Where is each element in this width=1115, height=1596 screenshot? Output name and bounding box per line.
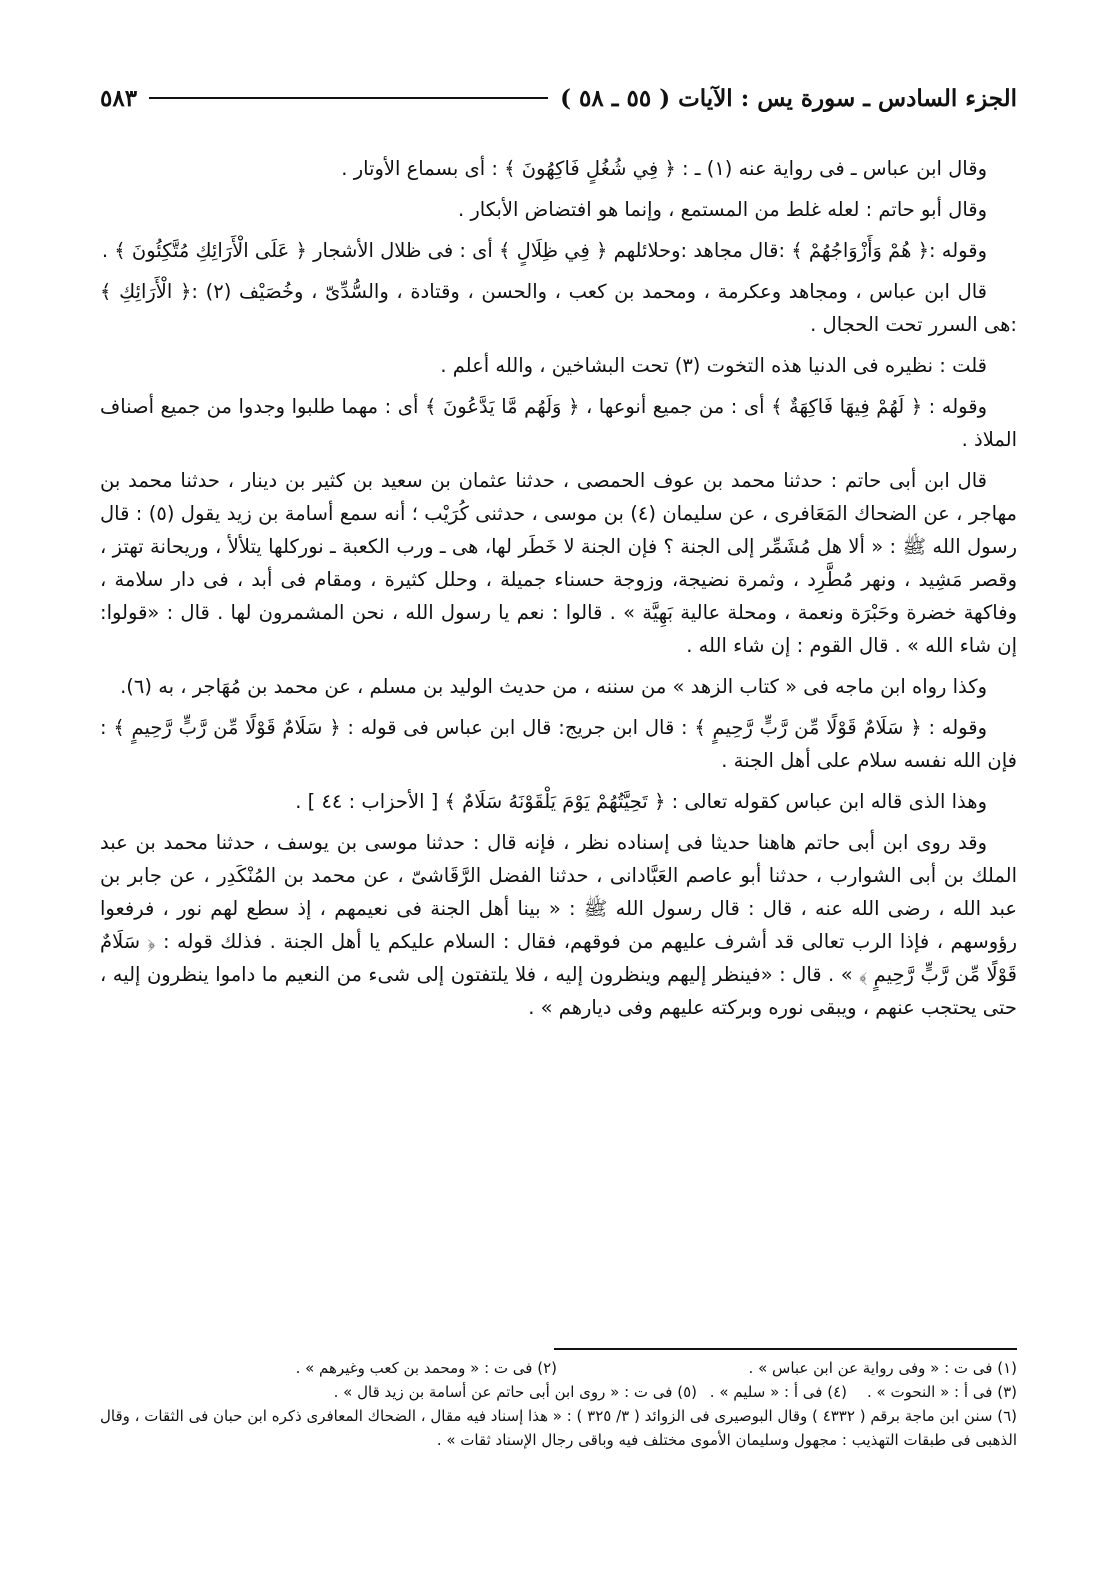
main-text: [100, 152, 1017, 1032]
paragraph: قال ابن عباس ، ومجاهد وعكرمة ، ومحمد بن كعب ، والحسن ، وقتادة ، والسُّدِّىّ ، وخُصَيْف (٢) :﴿ الْأَرَائِكِ ﴾ :هى السرر تحت الحجال .: [100, 280, 1017, 336]
paragraph: وقوله : ﴿ سَلَامٌ قَوْلًا مِّن رَّبٍّ رَّحِيمٍ ﴾ : قال ابن جريج: قال ابن عباس فى قوله : ﴿ سَلَامٌ قَوْلًا مِّن رَّبٍّ رَّحِيمٍ ﴾ : فإن الله نفسه سلام على أهل الجنة .: [100, 716, 1017, 772]
footnote-6: (٦) سنن ابن ماجة برقم ( ٤٣٣٢ ) وقال البوصيرى فى الزوائد ( ٣/ ٣٢٥ ) : « هذا إسناد فيه مقال ، الضحاك المعافرى ذكره ابن حبان فى الثقات ، وقال الذهبى فى طبقات التهذيب : مجهول وسليمان الأموى مختلف فيه وباقى رجال الإسناد ثقات » .: [100, 1407, 1017, 1449]
paragraph: وقال ابن عباس ـ فى رواية عنه (١) ـ : ﴿ فِي شُغُلٍ فَاكِهُونَ ﴾ : أى بسماع الأوتار .: [341, 157, 987, 180]
paragraph: قلت : نظيره فى الدنيا هذه التخوت (٣) تحت البشاخين ، والله أعلم .: [440, 354, 987, 377]
footnote-5: (٥) فى ت : « روى ابن أبى حاتم عن أسامة بن زيد قال » .: [333, 1383, 697, 1401]
footnote-4: (٤) فى أ : « سليم » .: [709, 1383, 847, 1401]
paragraph: وكذا رواه ابن ماجه فى « كتاب الزهد » من سننه ، من حديث الوليد بن مسلم ، عن محمد بن مُهَاجر ، به (٦).: [120, 675, 987, 698]
paragraph: وهذا الذى قاله ابن عباس كقوله تعالى : ﴿ تَحِيَّتُهُمْ يَوْمَ يَلْقَوْنَهُ سَلَامٌ ﴾ [ الأحزاب : ٤٤ ] .: [295, 790, 987, 813]
header-rule: [149, 97, 548, 99]
footnotes: [100, 1356, 1017, 1452]
footnote-row: [100, 1356, 1017, 1380]
footnote-3: (٣) فى أ : « النحوت » .: [867, 1383, 1017, 1401]
paragraph: وقد روى ابن أبى حاتم هاهنا حديثا فى إسناده نظر ، فإنه قال : حدثنا موسى بن يوسف ، حدثنا محمد بن عبد الملك بن أبى الشوارب ، حدثنا أبو عاصم العَبَّادانى ، حدثنا الفضل الرَّقَاشىّ ، عن محمد بن المُنْكَدِر ، عن جابر بن عبد الله ، رضى الله عنه ، قال : قال رسول الله ﷺ : « بينا أهل الجنة فى نعيمهم ، إذ سطع لهم نور ، فرفعوا رؤوسهم ، فإذا الرب تعالى قد أشرف عليهم من فوقهم، فقال : السلام عليكم يا أهل الجنة . فذلك قوله : ﴿ سَلَامٌ قَوْلًا مِّن رَّبٍّ رَّحِيمٍ ﴾ » . قال : «فينظر إليهم وينظرون إليه ، فلا يلتفتون إلى شىء من النعيم ما داموا ينظرون إليه ، حتى يحتجب عنهم ، ويبقى نوره وبركته عليهم وفى ديارهم » .: [100, 831, 1017, 1019]
footnote-1: (١) فى ت : « وفى رواية عن ابن عباس » .: [748, 1359, 1017, 1377]
page-number: ٥٨٣: [100, 84, 138, 112]
footnote-separator: [554, 1348, 1017, 1350]
paragraph: وقال أبو حاتم : لعله غلط من المستمع ، وإنما هو افتضاض الأبكار .: [457, 198, 987, 221]
page-header: [100, 78, 1017, 118]
footnote-row: [100, 1380, 1017, 1404]
footnote-2: (٢) فى ت : « ومحمد بن كعب وغيرهم » .: [295, 1359, 557, 1377]
paragraph: وقوله :﴿ هُمْ وَأَزْوَاجُهُمْ ﴾ :قال مجاهد :وحلائلهم ﴿ فِي ظِلَالٍ ﴾ أى : فى ظلال الأشجار ﴿ عَلَى الْأَرَائِكِ مُتَّكِئُونَ ﴾ .: [101, 239, 987, 262]
paragraph: قال ابن أبى حاتم : حدثنا محمد بن عوف الحمصى ، حدثنا عثمان بن سعيد بن كثير بن دينار ، حدثنا محمد بن مهاجر ، عن الضحاك المَعَافرى ، عن سليمان (٤) بن موسى ، حدثنى كُرَيْب ؛ أنه سمع أسامة بن زيد يقول (٥) : قال رسول الله ﷺ : « ألا هل مُشَمِّر إلى الجنة ؟ فإن الجنة لا خَطَر لها، هى ـ ورب الكعبة ـ نوركلها يتلألأ ، وريحانة تهتز ، وقصر مَشِيد ، ونهر مُطَّرِد ، وثمرة نضيجة، وزوجة حسناء جميلة ، وحلل كثيرة ، ومقام فى أبد ، فى دار سلامة ، وفاكهة خضرة وحَبْرَة ونعمة ، ومحلة عالية بَهِيَّة » . قالوا : نعم يا رسول الله ، نحن المشمرون لها . قال : «قولوا: إن شاء الله » . قال القوم : إن شاء الله .: [100, 469, 1018, 657]
running-title: الجزء السادس ـ سورة يس : الآيات ( ٥٥ ـ ٥٨ ): [560, 84, 1017, 112]
paragraph: وقوله : ﴿ لَهُمْ فِيهَا فَاكِهَةٌ ﴾ أى : من جميع أنوعها ، ﴿ وَلَهُم مَّا يَدَّعُونَ ﴾ أى : مهما طلبوا وجدوا من جميع أصناف الملاذ .: [100, 395, 1017, 451]
